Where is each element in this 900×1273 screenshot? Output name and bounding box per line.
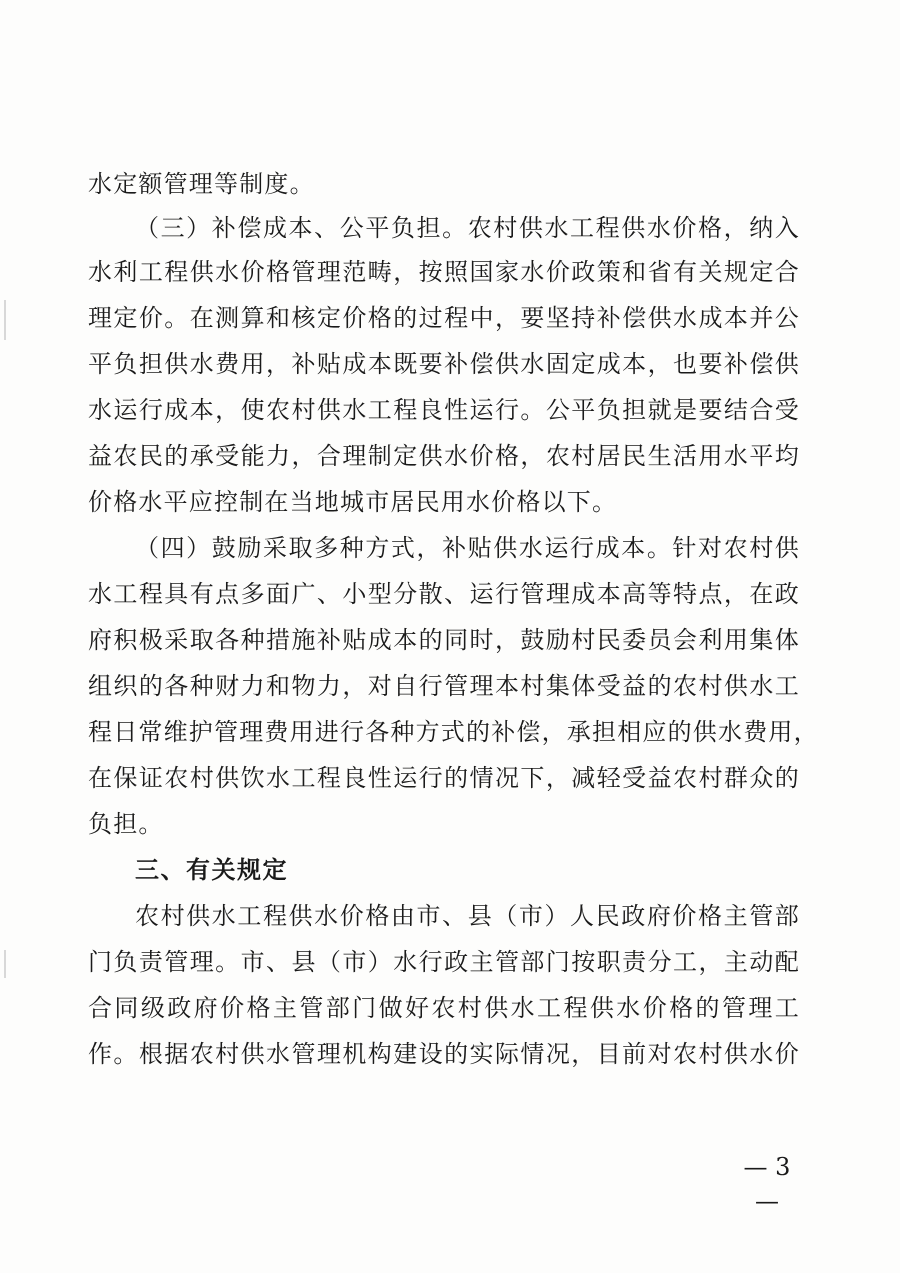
- section-heading: 三、有关规定: [135, 856, 288, 884]
- text-line: 水工程具有点多面广、小型分散、运行管理成本高等特点，在政: [88, 580, 800, 608]
- scan-edge-mark: [4, 300, 6, 340]
- text-line: 组织的各种财力和物力，对自行管理本村集体受益的农村供水工: [88, 672, 800, 700]
- text-line: 水定额管理等制度。: [88, 170, 315, 198]
- text-line: 负担。: [88, 810, 164, 838]
- text-line: 水利工程供水价格管理范畴，按照国家水价政策和省有关规定合: [88, 258, 800, 286]
- text-line: 水运行成本，使农村供水工程良性运行。公平负担就是要结合受: [88, 396, 800, 424]
- text-line: 府积极采取各种措施补贴成本的同时，鼓励村民委员会利用集体: [88, 626, 800, 654]
- page-number: — 3 —: [743, 1153, 791, 1215]
- text-line: 合同级政府价格主管部门做好农村供水工程供水价格的管理工: [88, 994, 800, 1022]
- text-line: 作。根据农村供水管理机构建设的实际情况，目前对农村供水价: [88, 1040, 800, 1068]
- text-line: 价格水平应控制在当地城市居民用水价格以下。: [88, 488, 618, 516]
- text-line: 平负担供水费用，补贴成本既要补偿供水固定成本，也要补偿供: [88, 350, 800, 378]
- text-line: 门负责管理。市、县（市）水行政主管部门按职责分工，主动配: [88, 948, 800, 976]
- text-line: 在保证农村供饮水工程良性运行的情况下，减轻受益农村群众的: [88, 764, 800, 792]
- text-line: 益农民的承受能力，合理制定供水价格，农村居民生活用水平均: [88, 442, 800, 470]
- text-line: 程日常维护管理费用进行各种方式的补偿，承担相应的供水费用，: [88, 718, 819, 746]
- scan-edge-mark: [4, 950, 6, 978]
- text-line: 理定价。在测算和核定价格的过程中，要坚持补偿供水成本并公: [88, 304, 800, 332]
- text-line: （四）鼓励采取多种方式，补贴供水运行成本。针对农村供: [135, 534, 800, 562]
- text-line: 农村供水工程供水价格由市、县（市）人民政府价格主管部: [135, 902, 800, 930]
- text-line: （三）补偿成本、公平负担。农村供水工程供水价格，纳入: [135, 214, 800, 242]
